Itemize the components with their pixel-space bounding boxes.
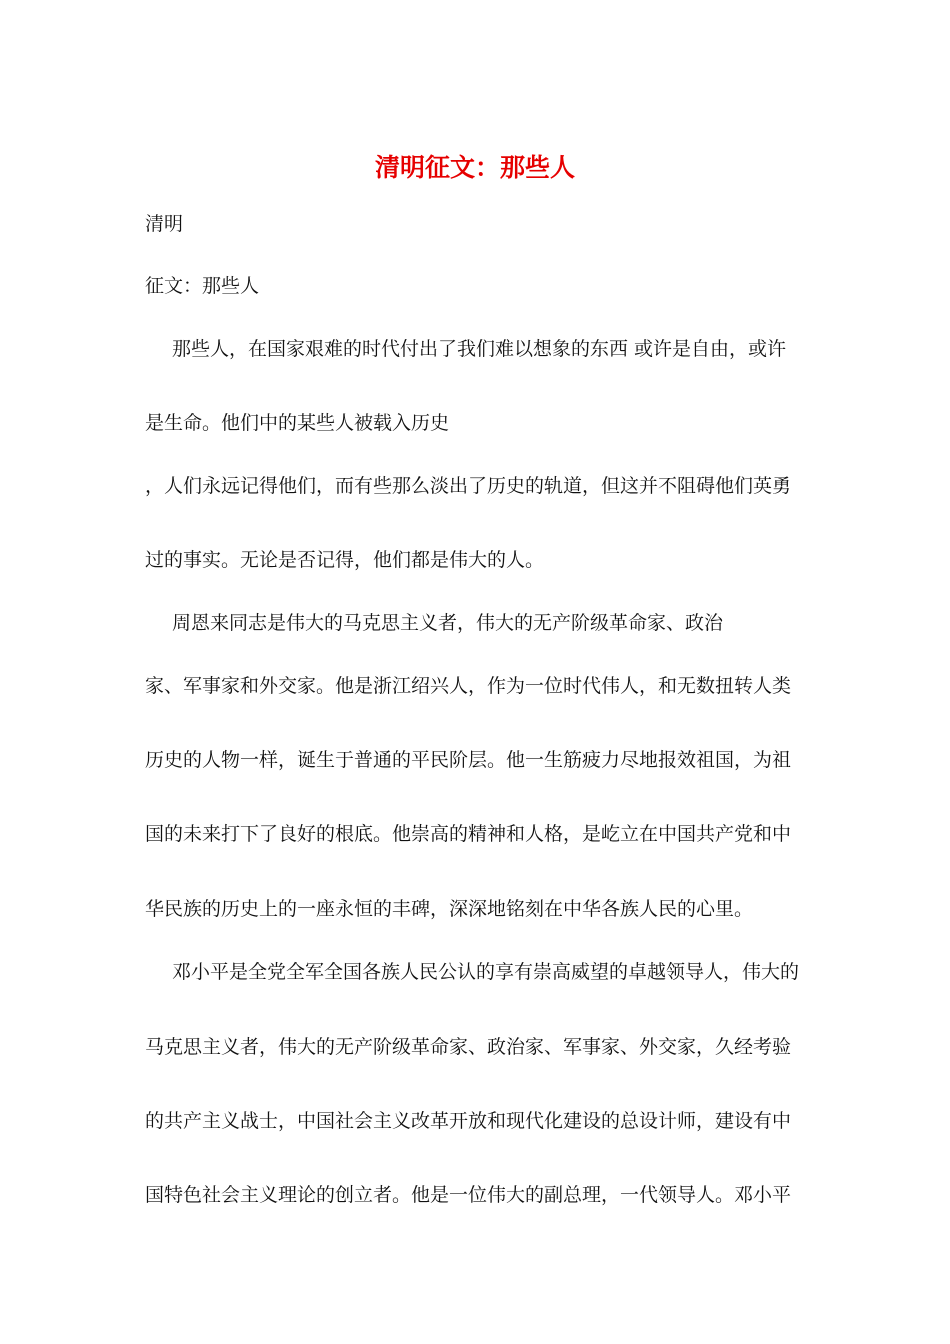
text-line-9: 历史的人物一样，诞生于普通的平民阶层。他一生筋疲力尽地报效祖国，为祖: [145, 749, 792, 771]
text-line-13: 马克思主义者，伟大的无产阶级革命家、政治家、军事家、外交家，久经考验: [145, 1036, 792, 1058]
text-line-14: 的共产主义战士，中国社会主义改革开放和现代化建设的总设计师，建设有中: [145, 1110, 792, 1132]
text-line-12: 邓小平是全党全军全国各族人民公认的享有崇高威望的卓越领导人，伟大的: [172, 961, 800, 983]
text-line-11: 华民族的历史上的一座永恒的丰碑，深深地铭刻在中华各族人民的心里。: [145, 898, 754, 920]
text-line-8: 家、军事家和外交家。他是浙江绍兴人，作为一位时代伟人，和无数扭转人类: [145, 675, 792, 697]
text-line-6: 过的事实。无论是否记得，他们都是伟大的人。: [145, 549, 545, 571]
text-line-4: 是生命。他们中的某些人被载入历史: [145, 412, 450, 434]
text-line-3: 那些人，在国家艰难的时代付出了我们难以想象的东西 或许是自由，或许: [172, 338, 787, 360]
text-line-10: 国的未来打下了良好的根底。他崇高的精神和人格，是屹立在中国共产党和中: [145, 823, 792, 845]
text-line-1: 清明: [145, 213, 184, 235]
text-line-5: ，人们永远记得他们，而有些那么淡出了历史的轨道，但这并不阻碍他们英勇: [145, 475, 792, 497]
document-title: 清明征文：那些人: [374, 153, 575, 182]
text-line-7: 周恩来同志是伟大的马克思主义者，伟大的无产阶级革命家、政治: [172, 612, 724, 634]
text-line-2: 征文：那些人: [145, 275, 260, 297]
text-line-15: 国特色社会主义理论的创立者。他是一位伟大的副总理，一代领导人。邓小平: [145, 1184, 792, 1206]
